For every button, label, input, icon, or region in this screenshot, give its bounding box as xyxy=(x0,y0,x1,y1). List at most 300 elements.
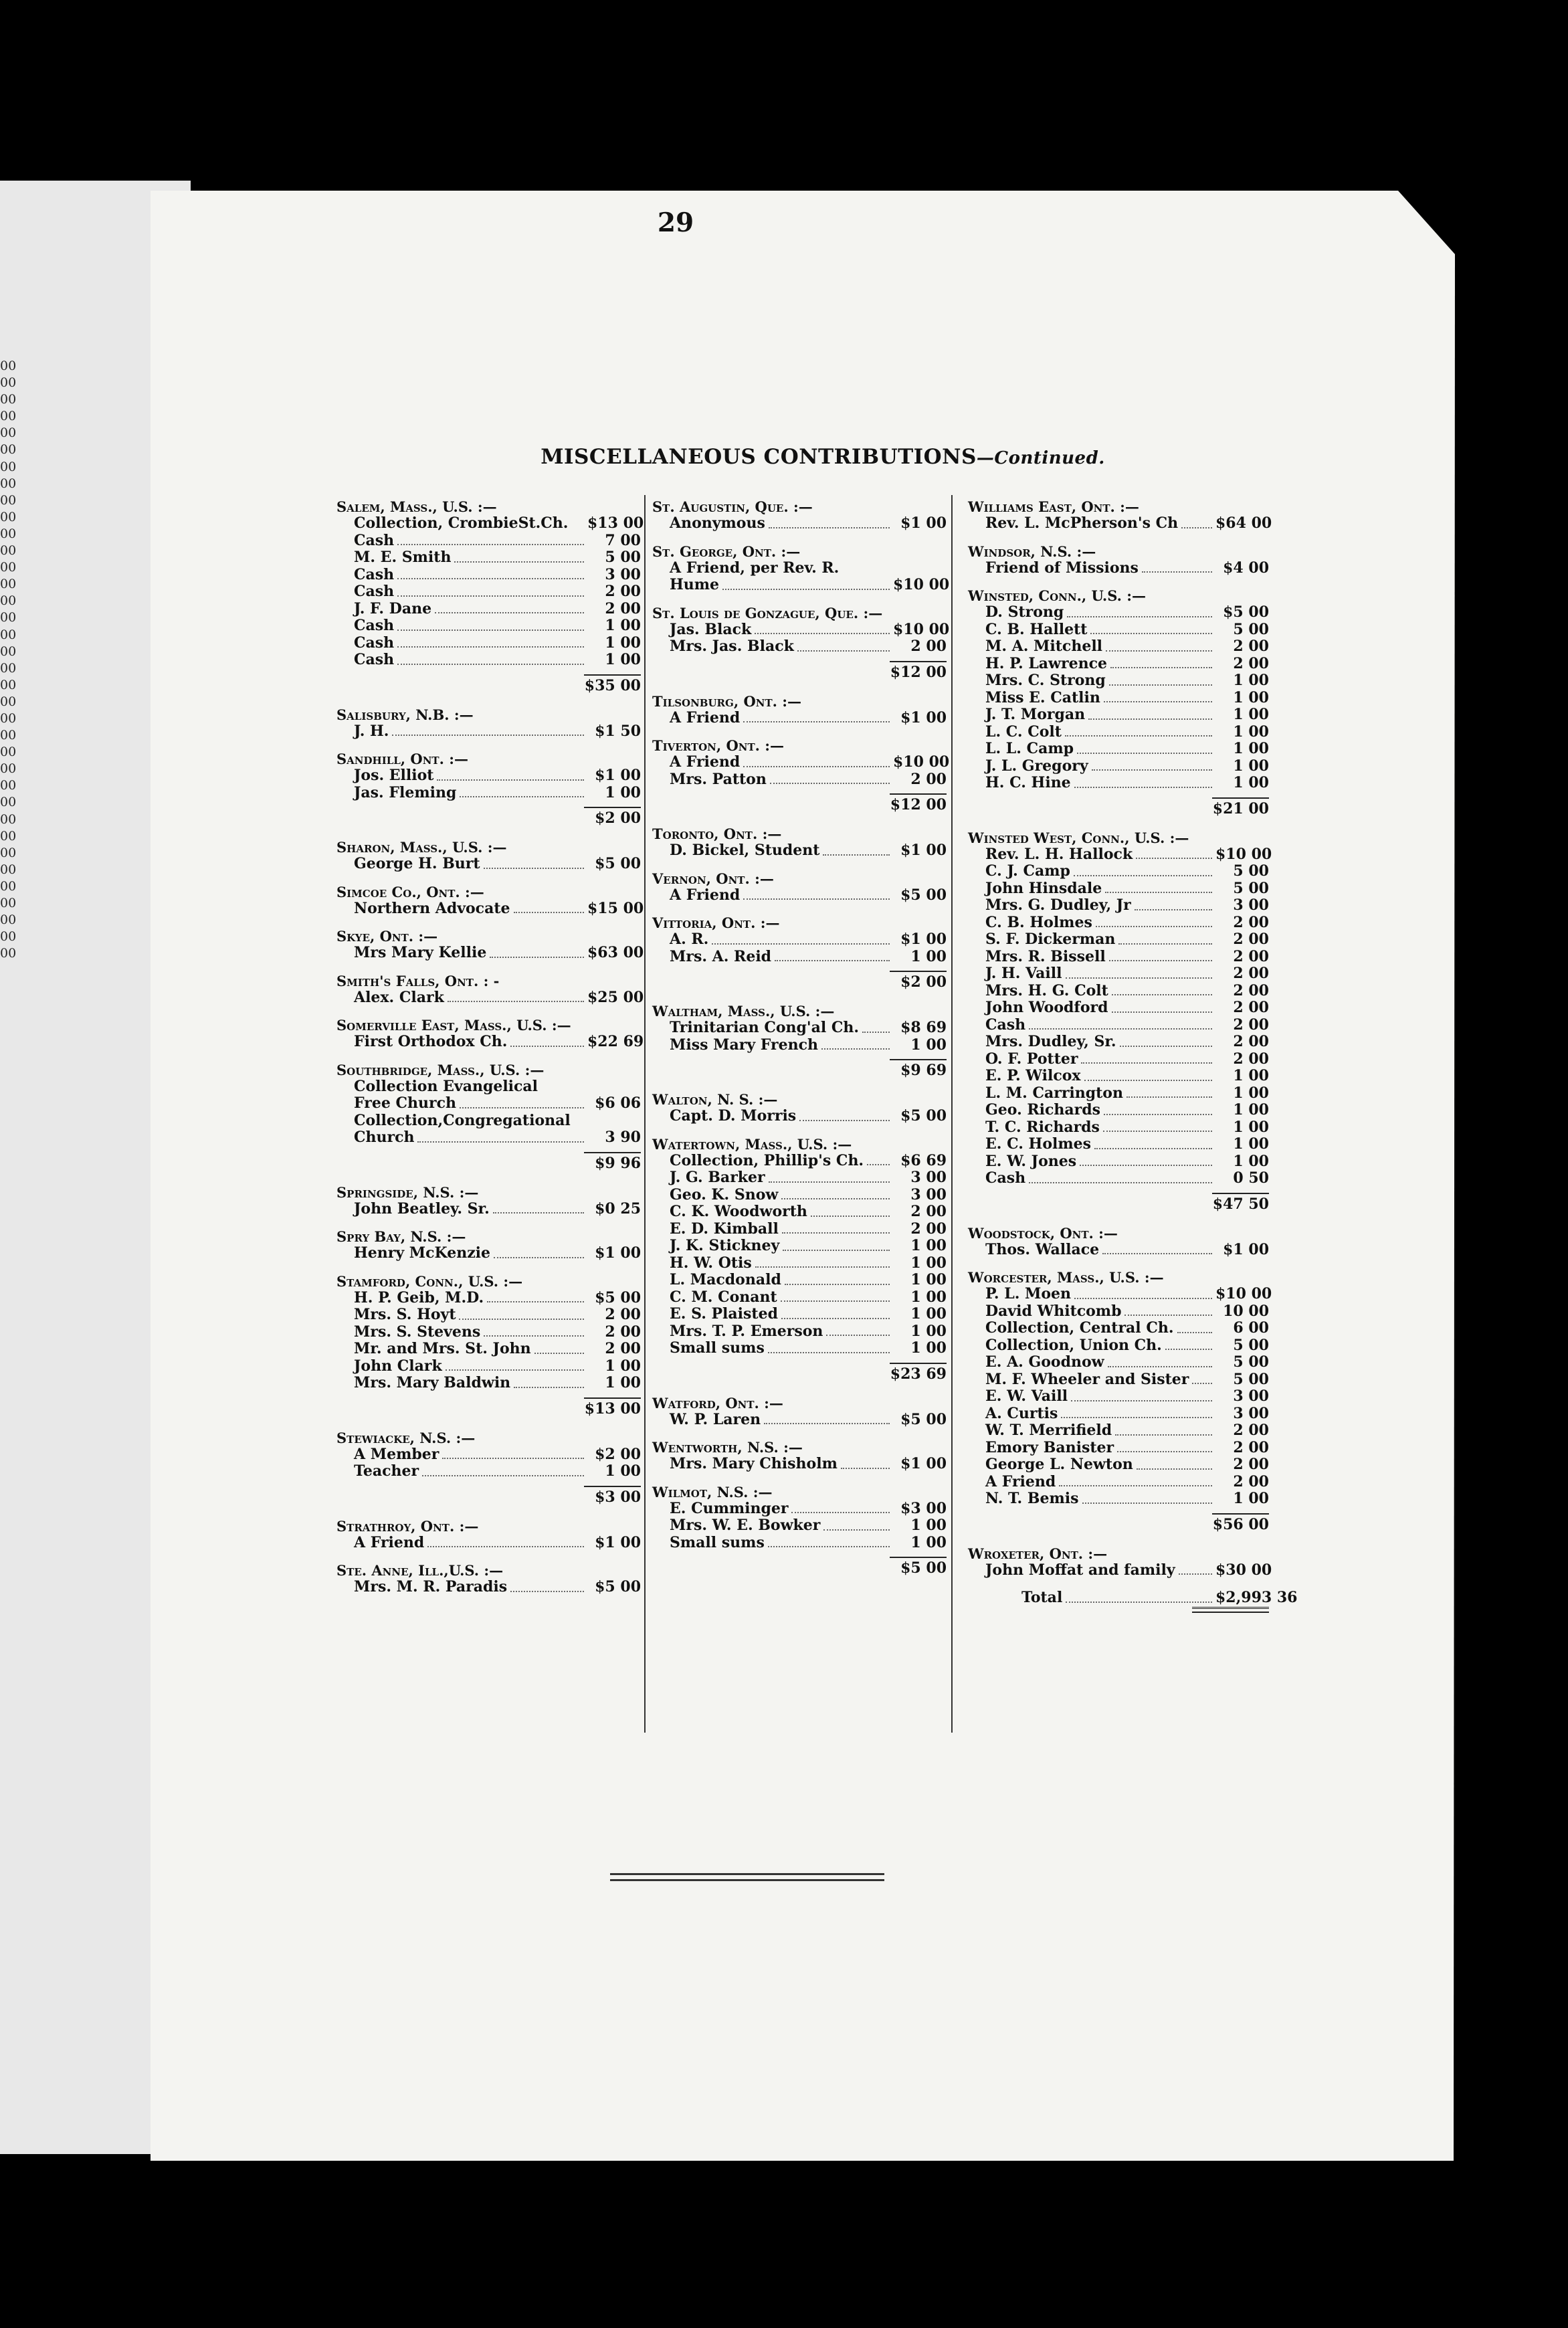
entry-name: Cash xyxy=(354,617,395,634)
left-page-number: 00 xyxy=(0,878,17,894)
contribution-section xyxy=(968,1545,1272,1579)
entry-amount: 2 00 xyxy=(605,1340,641,1357)
entry-name: Mrs. C. Strong xyxy=(985,672,1106,689)
leader-dots xyxy=(1084,1080,1212,1081)
section-place: Salisbury, N.B. :— xyxy=(336,706,474,723)
left-page-number: 00 xyxy=(0,660,17,676)
entry-name: E. P. Wilcox xyxy=(985,1067,1081,1084)
leader-dots xyxy=(799,1120,890,1121)
contribution-entry xyxy=(652,1500,947,1518)
column-3 xyxy=(968,498,1298,1613)
entry-amount: 2 00 xyxy=(1233,1015,1269,1034)
contribution-entry xyxy=(652,1323,947,1341)
section-place: Watford, Ont. :— xyxy=(652,1394,783,1412)
entry-name: Mrs. W. E. Bowker xyxy=(670,1517,821,1534)
leader-dots xyxy=(1103,1131,1212,1132)
contribution-entry xyxy=(968,1285,1272,1303)
entry-amount: 2 00 xyxy=(1233,638,1269,655)
entry-name: Cash xyxy=(354,651,395,668)
leader-dots xyxy=(1077,753,1212,754)
section-place: Wroxeter, Ont. :— xyxy=(968,1545,1108,1562)
leader-dots xyxy=(1066,977,1212,979)
leader-dots xyxy=(781,1300,890,1302)
section-place: Walton, N. S. :— xyxy=(652,1091,778,1108)
entry-amount: $1 00 xyxy=(595,767,641,784)
entry-name: Small sums xyxy=(670,1533,765,1551)
contribution-section xyxy=(336,1228,641,1262)
entry-name: Cash xyxy=(354,531,395,549)
contribution-entry xyxy=(336,1358,641,1375)
contribution-entry xyxy=(968,560,1269,577)
leader-dots xyxy=(712,943,890,945)
entry-amount: $1 50 xyxy=(595,722,641,740)
left-page-number: 00 xyxy=(0,828,17,844)
leader-dots xyxy=(811,1216,890,1217)
entry-amount: 1 00 xyxy=(910,1288,947,1306)
entry-amount: 2 00 xyxy=(910,1203,947,1220)
entry-name: John Hinsdale xyxy=(985,879,1102,897)
title-text: MISCELLANEOUS CONTRIBUTIONS xyxy=(541,445,977,469)
entry-amount: 1 00 xyxy=(910,1339,947,1357)
leader-dots xyxy=(435,612,584,613)
entry-amount: 2 00 xyxy=(605,583,641,600)
entry-name: L. M. Carrington xyxy=(985,1084,1123,1102)
entry-amount: 1 00 xyxy=(605,651,641,668)
entry-amount: 1 00 xyxy=(910,1036,947,1054)
contribution-entry xyxy=(968,863,1269,880)
entry-name: J. L. Gregory xyxy=(985,757,1088,775)
entry-amount: 3 00 xyxy=(1233,896,1269,914)
leader-dots xyxy=(768,1352,890,1353)
entry-amount: 1 00 xyxy=(1233,1490,1269,1507)
leader-dots xyxy=(1090,633,1212,634)
section-place: Watertown, Mass., U.S. :— xyxy=(652,1135,852,1153)
leader-dots xyxy=(1181,527,1212,528)
entry-name: Small sums xyxy=(670,1339,765,1357)
leader-dots xyxy=(1135,909,1212,910)
leader-dots xyxy=(1108,1366,1212,1367)
leader-dots xyxy=(397,544,584,545)
contribution-entry xyxy=(336,1306,641,1324)
entry-name: H. P. Geib, M.D. xyxy=(354,1288,484,1306)
entry-amount: $5 00 xyxy=(900,886,947,904)
contribution-section xyxy=(652,1395,947,1429)
contribution-entry xyxy=(336,1290,641,1307)
left-page-number: 00 xyxy=(0,593,17,609)
entry-name: P. L. Moen xyxy=(985,1285,1072,1302)
section-total: $47 50 xyxy=(1212,1195,1269,1213)
entry-amount: $1 00 xyxy=(1223,1240,1269,1258)
entry-name: Miss E. Catlin xyxy=(985,688,1100,706)
contribution-entry xyxy=(968,621,1269,639)
contribution-section xyxy=(652,1439,947,1473)
contribution-entry xyxy=(336,1201,641,1218)
contribution-entry xyxy=(968,1242,1269,1259)
leader-dots xyxy=(448,1001,584,1002)
leader-dots xyxy=(422,1475,584,1476)
leader-dots xyxy=(514,1387,584,1388)
contribution-entry xyxy=(336,1033,644,1051)
section-total: $35 00 xyxy=(584,676,641,694)
section-place: Wilmot, N.S. :— xyxy=(652,1483,773,1500)
leader-dots xyxy=(797,650,890,652)
entry-amount: 3 00 xyxy=(1233,1387,1269,1405)
section-place: Worcester, Mass., U.S. :— xyxy=(968,1269,1164,1286)
leader-dots xyxy=(437,779,584,781)
contribution-entry xyxy=(652,1255,947,1272)
entry-amount: 3 00 xyxy=(1233,1404,1269,1422)
entry-name: J. F. Dane xyxy=(354,599,432,617)
left-page-number: 00 xyxy=(0,442,17,458)
left-page-number: 00 xyxy=(0,359,17,373)
title-suffix: —Continued. xyxy=(976,448,1105,468)
contribution-entry xyxy=(336,532,641,550)
section-place: Somerville East, Mass., U.S. :— xyxy=(336,1017,571,1034)
section-place: Sharon, Mass., U.S. :— xyxy=(336,839,507,856)
leader-dots xyxy=(755,1266,890,1268)
section-place: Waltham, Mass., U.S. :— xyxy=(652,1003,835,1020)
entry-amount: $0 25 xyxy=(595,1199,641,1218)
entry-name: Collection, CrombieSt.Ch. xyxy=(354,514,569,532)
leader-dots xyxy=(1142,571,1212,573)
entry-amount: 1 00 xyxy=(1233,672,1269,689)
contribution-section xyxy=(336,498,644,696)
contribution-entry xyxy=(336,856,641,873)
contribution-section xyxy=(968,498,1272,532)
contribution-entry xyxy=(652,1517,947,1535)
contribution-entry xyxy=(968,1371,1269,1389)
entry-name: N. T. Bemis xyxy=(985,1490,1079,1507)
entry-amount: 2 00 xyxy=(910,1220,947,1238)
contribution-section xyxy=(652,543,950,594)
entry-name: Cash xyxy=(985,1169,1026,1187)
leader-dots xyxy=(484,1335,584,1337)
contribution-entry xyxy=(968,758,1269,775)
contribution-entry xyxy=(336,1245,641,1262)
entry-name: John Woodford xyxy=(985,999,1108,1016)
contribution-section xyxy=(652,1136,947,1384)
section-place: Smith's Falls, Ont. : - xyxy=(336,972,500,989)
left-page-number: 00 xyxy=(0,929,17,945)
entry-amount: 0 50 xyxy=(1233,1169,1269,1187)
entry-name: Teacher xyxy=(354,1462,419,1480)
leader-dots xyxy=(770,783,890,784)
contribution-entry xyxy=(652,1535,947,1552)
entry-amount: $13 00 xyxy=(587,514,644,532)
contribution-entry xyxy=(336,1341,641,1358)
contribution-entry xyxy=(652,1289,947,1306)
contribution-section xyxy=(336,1273,641,1419)
leader-dots xyxy=(867,1164,890,1165)
leader-dots xyxy=(460,796,584,797)
contribution-entry xyxy=(968,897,1269,914)
contribution-entry xyxy=(652,1020,947,1037)
section-place: Sandhill, Ont. :— xyxy=(336,751,468,767)
entry-name: Thos. Wallace xyxy=(985,1240,1100,1258)
entry-amount: 1 00 xyxy=(1233,757,1269,775)
contribution-section xyxy=(652,870,947,904)
entry-amount: 1 00 xyxy=(1233,774,1269,791)
contribution-section xyxy=(652,1003,947,1080)
entry-amount: 2 00 xyxy=(1233,1472,1269,1490)
leader-dots xyxy=(442,1458,584,1459)
contribution-entry xyxy=(652,887,947,904)
entry-name: H. C. Hine xyxy=(985,774,1071,791)
contribution-section xyxy=(968,587,1269,819)
leader-dots xyxy=(454,561,584,563)
entry-amount: 1 00 xyxy=(1233,1135,1269,1153)
left-page-number: 00 xyxy=(0,627,17,642)
entry-amount: $22 69 xyxy=(587,1033,644,1050)
entry-amount: 2 00 xyxy=(1233,947,1269,965)
left-page-number: 00 xyxy=(0,560,17,575)
section-place: Winsted, Conn., U.S. :— xyxy=(968,587,1146,604)
contribution-entry xyxy=(968,1440,1269,1457)
section-place: Wentworth, N.S. :— xyxy=(652,1439,803,1456)
entry-amount: 2 00 xyxy=(1233,654,1269,672)
contribution-entry xyxy=(968,690,1269,707)
entry-amount: $30 00 xyxy=(1215,1561,1272,1579)
entry-name: A. R. xyxy=(670,931,709,948)
leader-dots xyxy=(1137,1468,1212,1470)
leader-dots xyxy=(1081,1062,1212,1064)
entry-name: H. P. Lawrence xyxy=(985,654,1107,672)
entry-name: Jos. Elliot xyxy=(354,767,434,784)
leader-dots xyxy=(1120,1046,1212,1047)
entry-amount: $5 00 xyxy=(900,1410,947,1428)
entry-amount: 2 00 xyxy=(1233,1438,1269,1456)
leader-dots xyxy=(397,578,584,579)
entry-amount: $5 00 xyxy=(1223,603,1269,621)
leader-dots xyxy=(493,1212,584,1214)
leader-dots xyxy=(1177,1332,1213,1333)
leader-dots xyxy=(487,1301,584,1302)
entry-name: W. P. Laren xyxy=(670,1410,761,1428)
column-separator-1 xyxy=(644,495,646,1733)
contribution-entry xyxy=(968,1119,1269,1137)
contribution-entry xyxy=(968,1354,1269,1371)
entry-amount: $10 00 xyxy=(1215,845,1272,863)
section-place: Salem, Mass., U.S. :— xyxy=(336,498,497,515)
contribution-entry xyxy=(968,1337,1269,1355)
contribution-entry xyxy=(968,880,1269,898)
entry-amount: $2 00 xyxy=(595,1445,641,1463)
leader-dots xyxy=(460,1107,584,1108)
contribution-entry xyxy=(336,944,644,962)
entry-name: A Friend xyxy=(354,1533,425,1551)
contribution-section xyxy=(652,826,947,860)
left-page-number: 00 xyxy=(0,728,17,743)
contribution-entry xyxy=(652,1272,947,1289)
entry-amount: $3 00 xyxy=(900,1499,947,1517)
entry-name: Mrs. Patton xyxy=(670,770,767,788)
contribution-entry xyxy=(652,1412,947,1429)
leader-dots xyxy=(427,1546,584,1547)
contribution-section xyxy=(336,1430,641,1507)
left-page-number: 00 xyxy=(0,492,17,508)
entry-amount: $15 00 xyxy=(587,899,644,917)
entry-name: Mrs. H. G. Colt xyxy=(985,981,1108,999)
contribution-entry xyxy=(652,1238,947,1255)
entry-name: Mrs Mary Kellie xyxy=(354,944,487,961)
leader-dots xyxy=(510,1591,584,1592)
leader-dots xyxy=(791,1512,890,1513)
contribution-entry xyxy=(336,1535,641,1552)
leader-dots xyxy=(1094,1148,1212,1149)
leader-dots xyxy=(397,646,584,648)
leader-dots xyxy=(417,1141,584,1143)
page-number: 29 xyxy=(657,207,694,238)
entry-amount: $10 00 xyxy=(893,620,950,638)
contribution-entry xyxy=(968,741,1269,758)
leader-dots xyxy=(1059,1485,1212,1486)
entry-amount: 1 00 xyxy=(605,634,641,652)
entry-name: L. C. Colt xyxy=(985,722,1062,741)
entry-amount: 1 00 xyxy=(910,1237,947,1254)
contribution-entry xyxy=(336,617,641,635)
entry-amount: 1 00 xyxy=(605,617,641,634)
entry-name: H. W. Otis xyxy=(670,1254,752,1272)
leader-dots xyxy=(1065,735,1212,737)
contribution-entry xyxy=(336,1324,641,1341)
entry-name: E. W. Vaill xyxy=(985,1387,1068,1405)
entry-amount: $8 69 xyxy=(900,1019,947,1036)
entry-name: John Beatley. Sr. xyxy=(354,1199,490,1218)
entry-name: Mrs. M. R. Paradis xyxy=(354,1578,508,1595)
left-page-numbers xyxy=(0,358,27,962)
leader-dots xyxy=(722,589,890,590)
contribution-entry xyxy=(336,1112,641,1130)
entry-amount: 2 00 xyxy=(605,599,641,617)
contribution-entry xyxy=(968,1561,1272,1579)
leader-dots xyxy=(397,629,584,631)
entry-amount: $1 00 xyxy=(900,514,947,532)
contribution-section xyxy=(652,693,947,727)
section-place: Stewiacke, N.S. :— xyxy=(336,1429,476,1446)
leader-dots xyxy=(743,766,890,767)
entry-amount: 1 00 xyxy=(605,1462,641,1480)
entry-amount: 1 00 xyxy=(910,1254,947,1272)
leader-dots xyxy=(1082,1502,1213,1504)
entry-name: M. F. Wheeler and Sister xyxy=(985,1370,1189,1388)
section-place: Toronto, Ont. :— xyxy=(652,826,782,842)
leader-dots xyxy=(397,664,584,665)
entry-name: Rev. L. H. Hallock xyxy=(985,845,1133,863)
leader-dots xyxy=(1088,718,1212,720)
entry-name: Geo. K. Snow xyxy=(670,1185,779,1203)
entry-name: Cash xyxy=(354,565,395,583)
entry-name: C. B. Hallett xyxy=(985,620,1088,638)
entry-name: George L. Newton xyxy=(985,1456,1133,1473)
entry-name: Cash xyxy=(985,1015,1026,1034)
left-page-number: 00 xyxy=(0,543,17,559)
contribution-entry xyxy=(652,1153,947,1170)
leader-dots xyxy=(1106,650,1212,652)
entry-name: Anonymous xyxy=(670,514,765,532)
entry-amount: 1 00 xyxy=(910,947,947,965)
entry-name: Trinitarian Cong'al Ch. xyxy=(670,1019,860,1036)
section-place: Southbridge, Mass., U.S. :— xyxy=(336,1061,545,1078)
left-page-number: 00 xyxy=(0,392,17,407)
left-page-number: 00 xyxy=(0,509,17,524)
contribution-entry xyxy=(968,1456,1269,1474)
leader-dots xyxy=(768,1546,890,1547)
leader-dots xyxy=(743,721,890,722)
leader-dots xyxy=(484,868,584,869)
contribution-entry xyxy=(968,1068,1269,1085)
entry-amount: 3 00 xyxy=(910,1185,947,1203)
contribution-entry xyxy=(652,1221,947,1238)
entry-name: W. T. Merrifield xyxy=(985,1422,1112,1439)
left-page-number: 00 xyxy=(0,946,17,961)
entry-name: L. Macdonald xyxy=(670,1271,781,1288)
contribution-section xyxy=(336,883,644,918)
entry-name: Hume xyxy=(670,576,720,593)
leader-dots xyxy=(534,1353,584,1354)
contribution-entry xyxy=(968,931,1269,949)
column-1 xyxy=(336,498,644,1607)
contribution-section xyxy=(652,1484,947,1579)
contribution-section xyxy=(652,737,950,815)
entry-name: C. K. Woodworth xyxy=(670,1203,807,1220)
contribution-entry xyxy=(336,1579,641,1596)
entry-amount: 2 00 xyxy=(605,1323,641,1341)
contribution-entry xyxy=(336,567,641,584)
contribution-section xyxy=(336,1184,641,1218)
leader-dots xyxy=(743,898,890,900)
entry-name: Miss Mary French xyxy=(670,1036,818,1054)
contribution-entry xyxy=(968,999,1269,1017)
contribution-entry xyxy=(652,931,947,949)
contribution-entry xyxy=(968,1422,1269,1440)
contribution-section xyxy=(336,1518,641,1552)
section-total: $2 00 xyxy=(900,973,947,991)
contribution-entry xyxy=(968,845,1272,864)
leader-dots xyxy=(397,595,584,597)
entry-name: Free Church xyxy=(354,1094,456,1112)
entry-amount: 1 00 xyxy=(1233,706,1269,723)
entry-amount: 2 00 xyxy=(910,638,947,655)
contribution-entry xyxy=(652,771,947,789)
entry-name: Collection Evangelical xyxy=(354,1077,538,1095)
entry-name: E. C. Holmes xyxy=(985,1135,1092,1153)
entry-name: O. F. Potter xyxy=(985,1050,1078,1068)
contribution-entry xyxy=(336,1095,641,1112)
contribution-entry xyxy=(336,1375,641,1392)
section-place: St. George, Ont. :— xyxy=(652,543,801,560)
section-place: Springside, N.S. :— xyxy=(336,1183,479,1201)
contribution-entry xyxy=(652,842,947,860)
entry-name: Emory Banister xyxy=(985,1438,1114,1456)
entry-amount: 1 00 xyxy=(910,1533,947,1551)
left-page-number: 00 xyxy=(0,862,17,877)
entry-amount: $1 00 xyxy=(900,931,947,948)
leader-dots xyxy=(1029,1182,1212,1183)
section-place: St. Louis de Gonzague, Que. :— xyxy=(652,604,883,621)
leader-dots xyxy=(823,854,890,856)
entry-name: L. L. Camp xyxy=(985,740,1074,757)
entry-name: Mrs. Jas. Black xyxy=(670,638,794,655)
entry-amount: 5 00 xyxy=(1233,620,1269,638)
entry-name: David Whitcomb xyxy=(985,1302,1122,1320)
contribution-entry xyxy=(652,620,950,639)
contribution-entry xyxy=(968,1017,1269,1034)
entry-amount: 1 00 xyxy=(910,1322,947,1340)
entry-name: E. S. Plaisted xyxy=(670,1305,778,1323)
leader-dots xyxy=(823,1529,890,1531)
leader-dots xyxy=(1067,616,1212,617)
entry-name: A Friend, per Rev. R. xyxy=(670,559,840,577)
